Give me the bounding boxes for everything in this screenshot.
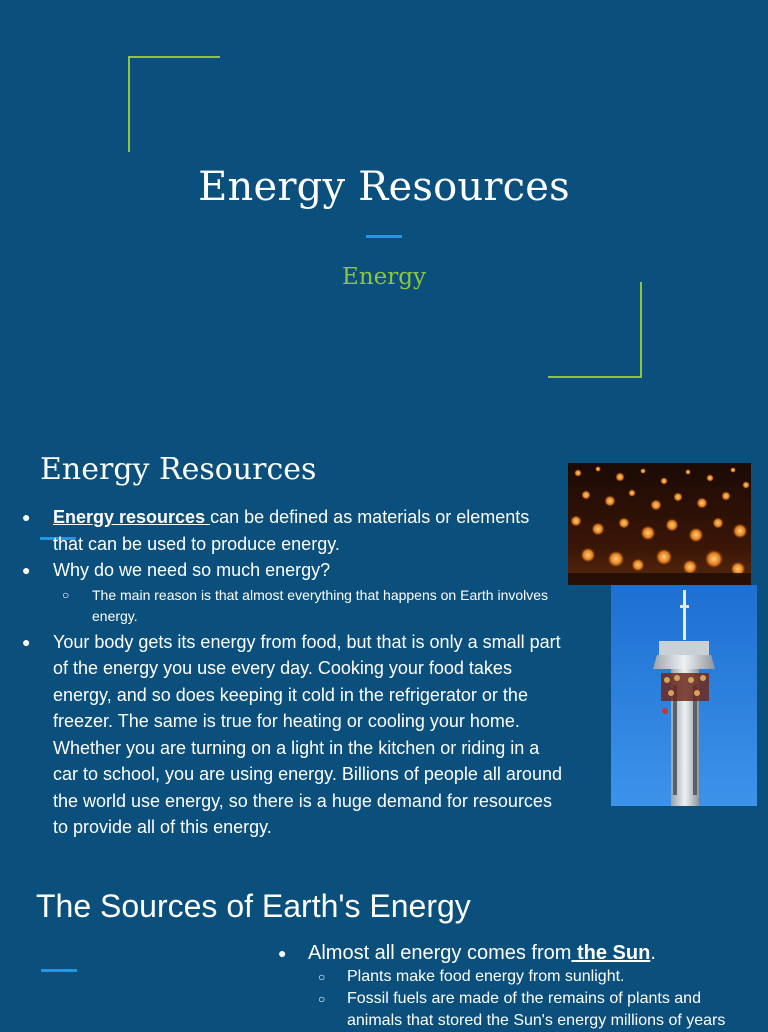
the-sun-link[interactable]: the Sun bbox=[571, 942, 651, 964]
list-item bbox=[22, 629, 562, 841]
list-item bbox=[22, 504, 562, 557]
slide-subtitle: Energy bbox=[342, 264, 426, 290]
bullet-text: Almost all energy comes from bbox=[308, 942, 572, 964]
corner-bracket-bottom-right bbox=[548, 282, 642, 378]
sky-lanterns-photo bbox=[568, 463, 751, 585]
bullet-text-end: . bbox=[650, 942, 656, 964]
sub-list-item bbox=[278, 966, 748, 988]
energy-resources-link[interactable]: Energy resources bbox=[53, 507, 211, 527]
drop-tower-photo bbox=[611, 585, 757, 806]
sub-list-item bbox=[22, 585, 562, 627]
bullet-text: Your body gets its energy from food, but that is only a small part of the energy you use every day. Cooking your food takes energy, and so does keeping it cold in the refrigerator or the freezer. The same is true for heating or cooling your home. Whether you are turning on a light in the kitchen or riding in a car to school, you are using energy. Billions of people all around the world use energy, so there is a huge demand for resources to provide all of this energy. bbox=[53, 631, 562, 837]
section-heading: The Sources of Earth's Energy bbox=[36, 888, 471, 924]
sub-bullet-text: The main reason is that almost everything that happens on Earth involves energy. bbox=[92, 586, 549, 624]
title-divider bbox=[366, 235, 402, 238]
slide-title: Energy Resources bbox=[198, 164, 570, 210]
heading-accent-line bbox=[41, 969, 77, 972]
sub-list-item bbox=[278, 988, 748, 1032]
list-item bbox=[22, 557, 562, 584]
sub-bullet-text: Fossil fuels are made of the remains of plants and animals that stored the Sun's energy millions of years bbox=[347, 990, 726, 1029]
bullet-text: can be defined as materials or elements that can be used to produce energy. bbox=[53, 507, 530, 554]
list-item bbox=[278, 940, 748, 966]
section-heading: Energy Resources bbox=[40, 452, 317, 487]
sub-bullet-text: Plants make food energy from sunlight. bbox=[347, 968, 625, 985]
bullet-list bbox=[278, 940, 748, 1032]
corner-bracket-top-left bbox=[128, 56, 220, 152]
bullet-text: Why do we need so much energy? bbox=[53, 560, 331, 580]
bullet-list bbox=[22, 504, 562, 841]
